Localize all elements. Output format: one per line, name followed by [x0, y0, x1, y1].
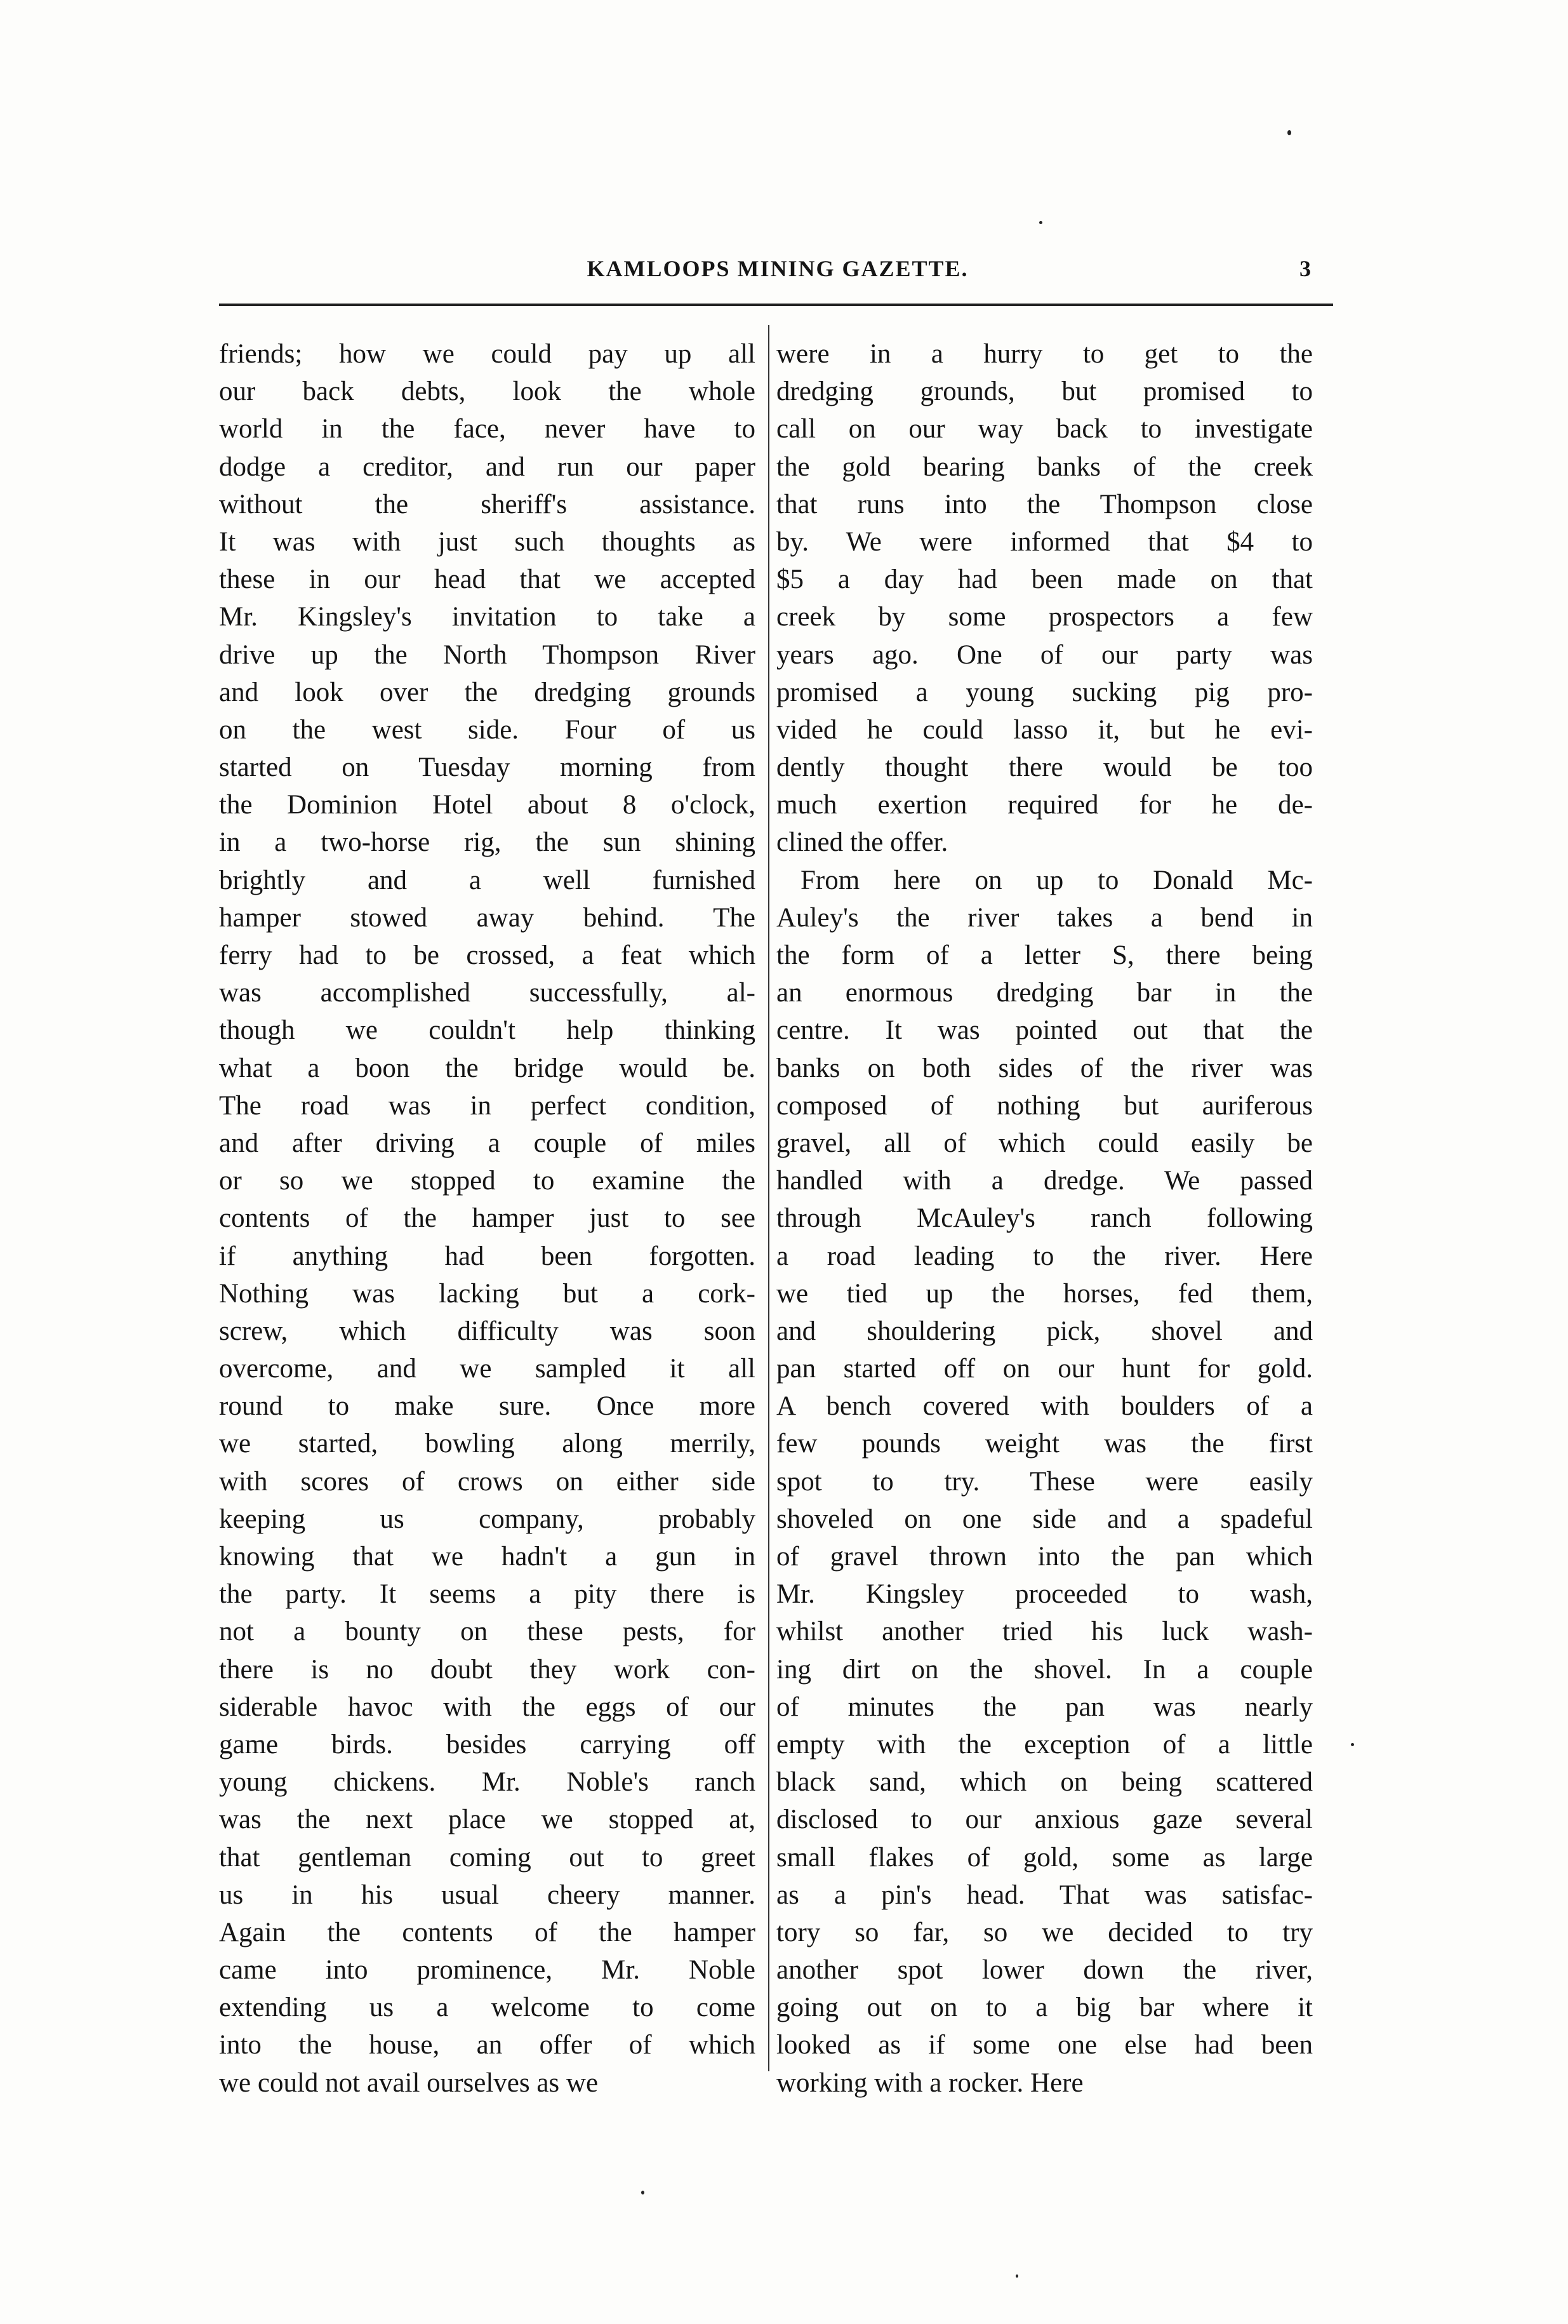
print-speck — [1016, 2274, 1018, 2278]
text-line: call on our way back to investigate — [776, 414, 1313, 444]
text-line: working with a rocker. Here — [776, 2067, 1084, 2098]
text-line: black sand, which on being scattered — [776, 1767, 1313, 1798]
text-line: or so we stopped to examine the — [219, 1166, 755, 1196]
text-line: composed of nothing but auriferous — [776, 1090, 1313, 1121]
text-line: we started, bowling along merrily, — [219, 1429, 755, 1459]
text-line: going out on to a big bar where it — [776, 1993, 1313, 2023]
text-line: disclosed to our anxious gaze several — [776, 1805, 1313, 1835]
text-line: the gold bearing banks of the creek — [776, 451, 1313, 482]
text-line: ing dirt on the shovel. In a couple — [776, 1654, 1313, 1685]
text-line: world in the face, never have to — [219, 414, 755, 444]
text-line: $5 a day had been made on that — [776, 564, 1313, 595]
text-line: and after driving a couple of miles — [219, 1128, 755, 1158]
text-line: handled with a dredge. We passed — [776, 1166, 1313, 1196]
text-line: our back debts, look the whole — [219, 377, 755, 407]
text-line: friends; how we could pay up all — [219, 339, 755, 369]
right-column — [776, 335, 1313, 2102]
text-line: A bench covered with boulders of a — [776, 1391, 1313, 1422]
text-line: gravel, all of which could easily be — [776, 1128, 1313, 1158]
text-line: It was with just such thoughts as — [219, 526, 755, 557]
text-line: shoveled on one side and a spadeful — [776, 1504, 1313, 1534]
page-header — [219, 255, 1336, 293]
text-line: without the sheriff's assistance. — [219, 489, 755, 519]
text-line: was the next place we stopped at, — [219, 1805, 755, 1835]
text-line: screw, which difficulty was soon — [219, 1316, 755, 1346]
text-line: we tied up the horses, fed them, — [776, 1278, 1313, 1309]
column-divider — [768, 325, 769, 2071]
text-line: dently thought there would be too — [776, 752, 1313, 783]
text-line: Mr. Kingsley's invitation to take a — [219, 602, 755, 632]
text-line: an enormous dredging bar in the — [776, 978, 1313, 1008]
text-line: much exertion required for he de- — [776, 790, 1313, 820]
print-speck — [1287, 130, 1291, 135]
text-line: of gravel thrown into the pan which — [776, 1542, 1313, 1572]
text-line: banks on both sides of the river was — [776, 1053, 1313, 1083]
text-line: we could not avail ourselves as we — [219, 2067, 599, 2098]
text-line: not a bounty on these pests, for — [219, 1617, 755, 1647]
print-speck — [641, 2191, 644, 2194]
text-line: overcome, and we sampled it all — [219, 1354, 755, 1384]
text-line: dredging grounds, but promised to — [776, 377, 1313, 407]
text-line: young chickens. Mr. Noble's ranch — [219, 1767, 755, 1798]
text-line: these in our head that we accepted — [219, 564, 755, 595]
text-line: centre. It was pointed out that the — [776, 1015, 1313, 1046]
text-line: pan started off on our hunt for gold. — [776, 1354, 1313, 1384]
text-line: that gentleman coming out to greet — [219, 1842, 755, 1873]
text-line: as a pin's head. That was satisfac- — [776, 1880, 1313, 1910]
text-line: Auley's the river takes a bend in — [776, 902, 1313, 933]
running-title: KAMLOOPS MINING GAZETTE. — [587, 256, 969, 281]
text-line: hamper stowed away behind. The — [219, 902, 755, 933]
text-line: in a two-horse rig, the sun shining — [219, 827, 755, 858]
text-line: brightly and a well furnished — [219, 865, 755, 895]
text-line: promised a young sucking pig pro- — [776, 677, 1313, 707]
text-line: siderable havoc with the eggs of our — [219, 1692, 755, 1722]
text-line: dodge a creditor, and run our paper — [219, 451, 755, 482]
text-line: with scores of crows on either side — [219, 1466, 755, 1497]
text-line: creek by some prospectors a few — [776, 602, 1313, 632]
text-line: extending us a welcome to come — [219, 1993, 755, 2023]
left-column — [219, 335, 755, 2102]
text-line: what a boon the bridge would be. — [219, 1053, 755, 1083]
text-line: whilst another tried his luck wash- — [776, 1617, 1313, 1647]
text-line: empty with the exception of a little — [776, 1729, 1313, 1760]
text-line: another spot lower down the river, — [776, 1955, 1313, 1986]
text-line: us in his usual cheery manner. — [219, 1880, 755, 1910]
text-line: the party. It seems a pity there is — [219, 1579, 755, 1610]
text-line: contents of the hamper just to see — [219, 1203, 755, 1234]
text-line: and shouldering pick, shovel and — [776, 1316, 1313, 1346]
text-line: the form of a letter S, there being — [776, 940, 1313, 970]
text-line: spot to try. These were easily — [776, 1466, 1313, 1497]
text-line: years ago. One of our party was — [776, 639, 1313, 670]
text-line: on the west side. Four of us — [219, 714, 755, 745]
text-line: Again the contents of the hamper — [219, 1917, 755, 1947]
text-line: by. We were informed that $4 to — [776, 526, 1313, 557]
text-line: a road leading to the river. Here — [776, 1241, 1313, 1271]
text-line: came into prominence, Mr. Noble — [219, 1955, 755, 1986]
text-line: drive up the North Thompson River — [219, 639, 755, 670]
text-line: started on Tuesday morning from — [219, 752, 755, 783]
text-line: few pounds weight was the first — [776, 1429, 1313, 1459]
print-speck — [1351, 1743, 1354, 1746]
text-line: The road was in perfect condition, — [219, 1090, 755, 1121]
text-line: game birds. besides carrying off — [219, 1729, 755, 1760]
text-line: knowing that we hadn't a gun in — [219, 1542, 755, 1572]
header-rule — [219, 304, 1333, 306]
text-line: Mr. Kingsley proceeded to wash, — [776, 1579, 1313, 1610]
text-line: there is no doubt they work con- — [219, 1654, 755, 1685]
text-line: vided he could lasso it, but he evi- — [776, 714, 1313, 745]
text-line: ferry had to be crossed, a feat which — [219, 940, 755, 970]
text-line: and look over the dredging grounds — [219, 677, 755, 707]
text-line: tory so far, so we decided to try — [776, 1917, 1313, 1947]
text-line: through McAuley's ranch following — [776, 1203, 1313, 1234]
text-line: the Dominion Hotel about 8 o'clock, — [219, 790, 755, 820]
text-line: From here on up to Donald Mc- — [801, 865, 1313, 895]
text-line: clined the offer. — [776, 827, 948, 858]
text-line: were in a hurry to get to the — [776, 339, 1313, 369]
text-line: that runs into the Thompson close — [776, 489, 1313, 519]
print-speck — [1039, 221, 1042, 224]
text-line: small flakes of gold, some as large — [776, 1842, 1313, 1873]
text-line: though we couldn't help thinking — [219, 1015, 755, 1046]
page-number: 3 — [1299, 256, 1311, 281]
text-line: into the house, an offer of which — [219, 2030, 755, 2060]
text-line: of minutes the pan was nearly — [776, 1692, 1313, 1722]
text-line: if anything had been forgotten. — [219, 1241, 755, 1271]
text-line: keeping us company, probably — [219, 1504, 755, 1534]
text-line: was accomplished successfully, al- — [219, 978, 755, 1008]
text-line: Nothing was lacking but a cork- — [219, 1278, 755, 1309]
text-line: looked as if some one else had been — [776, 2030, 1313, 2060]
text-line: round to make sure. Once more — [219, 1391, 755, 1422]
